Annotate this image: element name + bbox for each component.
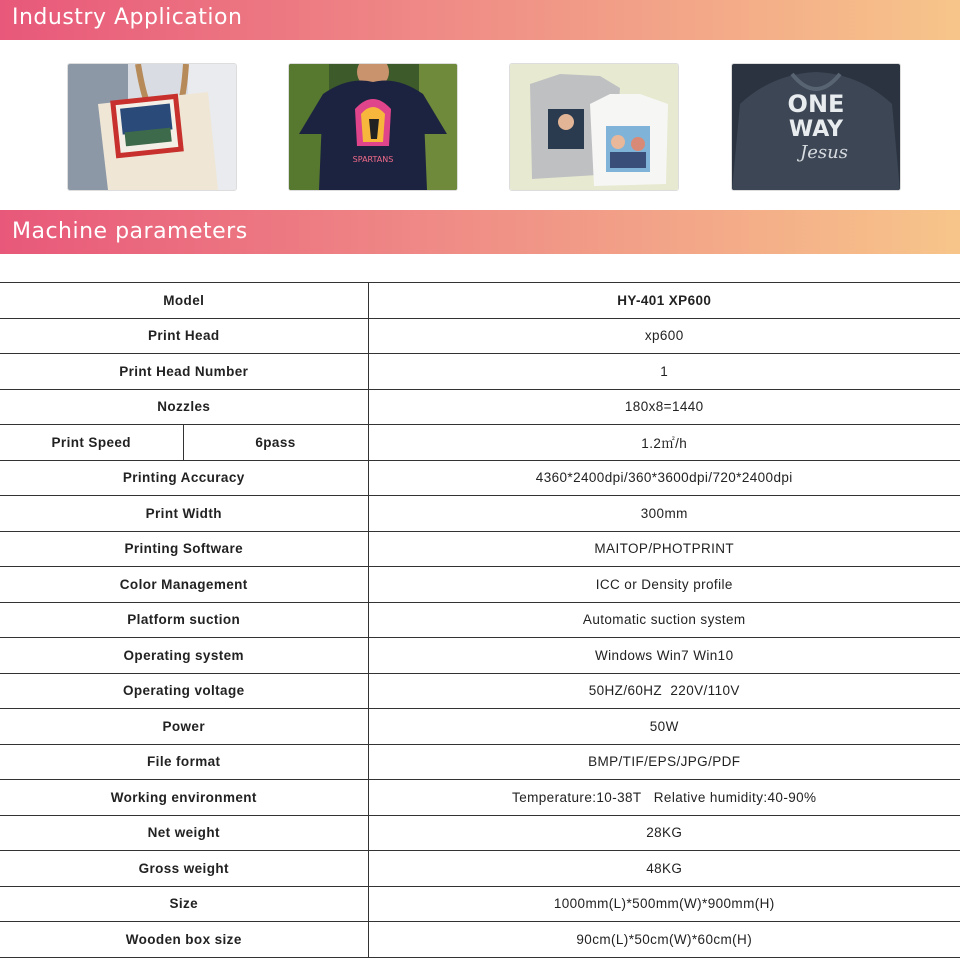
param-value: 300mm <box>368 496 960 532</box>
param-label: File format <box>0 744 368 780</box>
table-row <box>0 567 960 603</box>
machine-parameters-banner <box>0 210 960 254</box>
param-value: xp600 <box>368 318 960 354</box>
table-row <box>0 283 960 319</box>
param-label: Operating system <box>0 638 368 674</box>
tshirt-photo <box>288 63 458 191</box>
param-value: 1000mm(L)*500mm(W)*900mm(H) <box>368 886 960 922</box>
param-value: 28KG <box>368 815 960 851</box>
white-tshirts-photo <box>509 63 679 191</box>
table-row <box>0 886 960 922</box>
table-row <box>0 602 960 638</box>
param-label: Power <box>0 709 368 745</box>
param-label: Print Head Number <box>0 354 368 390</box>
shirt-print-text: SPARTANS <box>352 155 394 164</box>
param-value: BMP/TIF/EPS/JPG/PDF <box>368 744 960 780</box>
param-label: Printing Software <box>0 531 368 567</box>
param-label: Print Speed <box>0 425 183 461</box>
industry-application-banner <box>0 0 960 40</box>
param-value: HY-401 XP600 <box>368 283 960 319</box>
table-row <box>0 709 960 745</box>
tote-bag-photo <box>67 63 237 191</box>
table-row <box>0 673 960 709</box>
table-row <box>0 815 960 851</box>
param-value: Automatic suction system <box>368 602 960 638</box>
table-row <box>0 922 960 958</box>
param-label: Working environment <box>0 780 368 816</box>
param-label: Operating voltage <box>0 673 368 709</box>
param-label: Platform suction <box>0 602 368 638</box>
param-label: Gross weight <box>0 851 368 887</box>
hoodie-print-line1: ONE <box>787 90 845 118</box>
param-label: Color Management <box>0 567 368 603</box>
parameters-table <box>0 282 960 958</box>
param-label: Size <box>0 886 368 922</box>
param-label: Net weight <box>0 815 368 851</box>
param-value: Windows Win7 Win10 <box>368 638 960 674</box>
table-row <box>0 531 960 567</box>
table-row <box>0 496 960 532</box>
industry-application-title: Industry Application <box>12 5 243 30</box>
param-value: 50HZ/60HZ 220V/110V <box>368 673 960 709</box>
table-row <box>0 744 960 780</box>
table-row <box>0 638 960 674</box>
table-row <box>0 318 960 354</box>
param-label: Printing Accuracy <box>0 460 368 496</box>
hoodie-photo <box>731 63 901 191</box>
param-value: 1.2㎡/h <box>368 425 960 461</box>
param-label: Model <box>0 283 368 319</box>
table-row <box>0 851 960 887</box>
param-value: Temperature:10-38T Relative humidity:40-90% <box>368 780 960 816</box>
param-value: 48KG <box>368 851 960 887</box>
table-row <box>0 460 960 496</box>
param-label: Wooden box size <box>0 922 368 958</box>
param-label: Nozzles <box>0 389 368 425</box>
param-value: 90cm(L)*50cm(W)*60cm(H) <box>368 922 960 958</box>
hoodie-print-line2: WAY <box>788 117 844 142</box>
param-label: Print Width <box>0 496 368 532</box>
param-value: ICC or Density profile <box>368 567 960 603</box>
table-row <box>0 425 960 461</box>
table-row <box>0 780 960 816</box>
machine-parameters-title: Machine parameters <box>12 219 248 244</box>
table-row <box>0 389 960 425</box>
param-label: Print Head <box>0 318 368 354</box>
param-value: MAITOP/PHOTPRINT <box>368 531 960 567</box>
param-value: 50W <box>368 709 960 745</box>
param-value: 4360*2400dpi/360*3600dpi/720*2400dpi <box>368 460 960 496</box>
param-value: 1 <box>368 354 960 390</box>
table-row <box>0 354 960 390</box>
param-sublabel: 6pass <box>183 425 368 461</box>
hoodie-print-line3: Jesus <box>800 142 848 163</box>
param-value: 180x8=1440 <box>368 389 960 425</box>
